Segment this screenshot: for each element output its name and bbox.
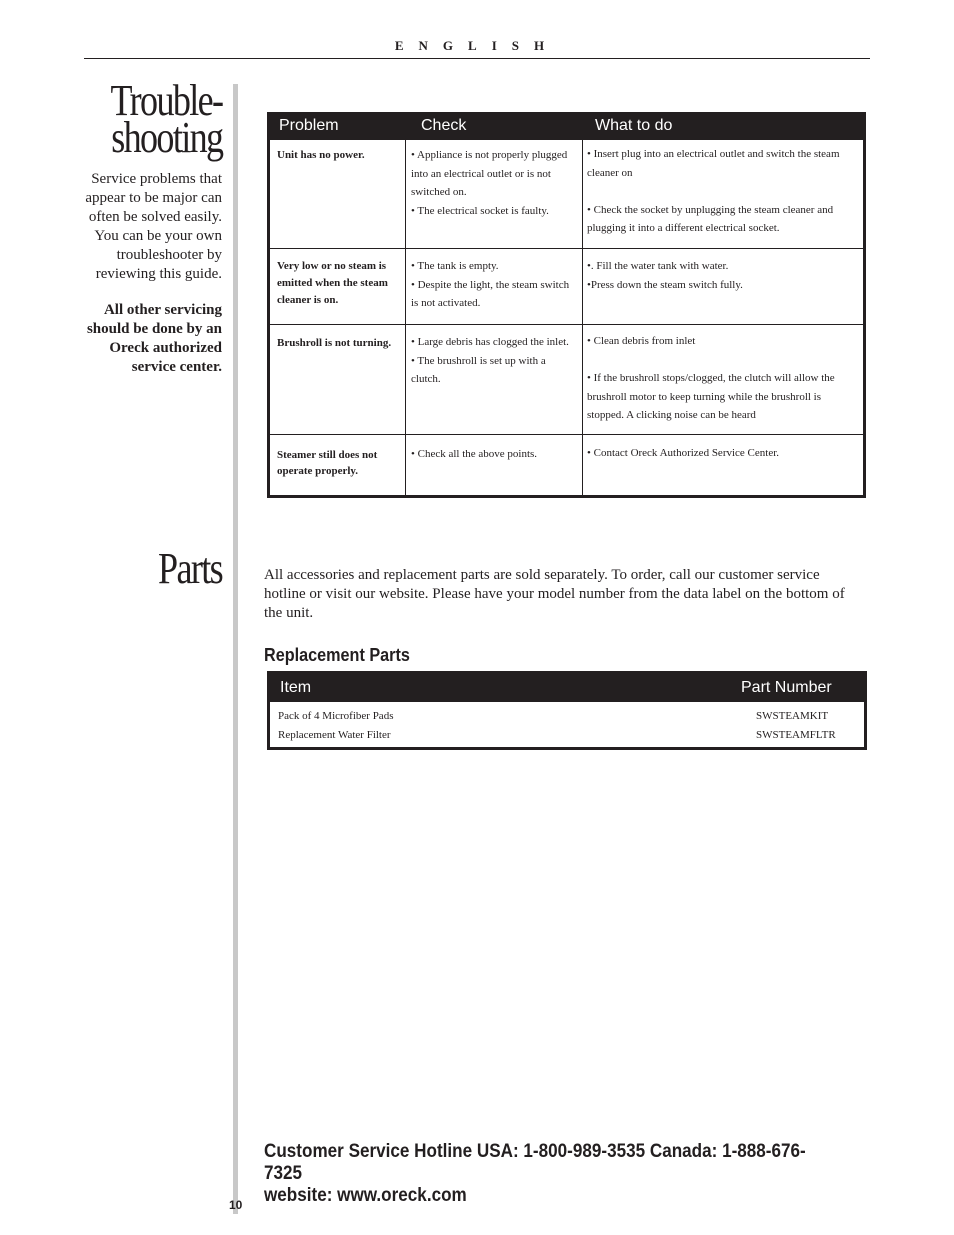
item-name: Pack of 4 Microfiber Pads <box>278 710 394 722</box>
table-row <box>270 140 863 249</box>
table-row <box>278 729 858 741</box>
parts-table-header <box>270 674 864 702</box>
parts-table <box>267 671 867 750</box>
todo-cell <box>582 435 863 495</box>
problem-cell: Steamer still does not operate properly. <box>277 449 378 477</box>
part-number: SWSTEAMKIT <box>756 710 829 722</box>
todo-item: • Contact Oreck Authorized Service Center. <box>587 447 780 459</box>
top-rule <box>84 58 870 59</box>
item-name: Replacement Water Filter <box>278 729 391 741</box>
column-what-to-do: What to do <box>595 117 673 134</box>
problem-cell: Very low or no steam is emitted when the steam cleaner is on. <box>277 260 388 306</box>
website-link[interactable]: website: www.oreck.com <box>264 1185 467 1206</box>
check-cell <box>405 435 582 495</box>
parts-title: Parts <box>158 544 222 593</box>
table-row <box>278 710 858 722</box>
column-problem: Problem <box>279 117 339 134</box>
troubleshooting-table <box>267 112 866 498</box>
todo-item: • Clean debris from inlet <box>587 335 696 347</box>
check-item: • Large debris has clogged the inlet. <box>411 336 569 348</box>
parts-intro: All accessories and replacement parts are sold separately. To order, call our customer service hotline or visit our website. Please have your model number from the data label on the bottom of the unit. <box>264 567 845 621</box>
column-item: Item <box>280 679 312 696</box>
todo-item: • If the brushroll stops/clogged, the clutch will allow the brushroll motor to keep turning while the brushroll is stopped. A clicking noise can be heard <box>587 372 835 422</box>
todo-item: • Check the socket by unplugging the steam cleaner and plugging it into a different electrical socket. <box>587 203 834 235</box>
check-item: • The tank is empty. <box>411 260 499 272</box>
title-line-2: shooting <box>110 113 222 162</box>
check-item: • Check all the above points. <box>411 448 538 460</box>
title-line-1: Trouble- <box>110 76 222 125</box>
problem-cell: Unit has no power. <box>277 149 365 161</box>
margin-rule <box>233 84 238 1214</box>
check-cell <box>405 249 582 324</box>
table-row <box>270 325 863 435</box>
check-cell <box>405 325 582 434</box>
todo-cell <box>582 325 863 434</box>
troubleshooting-intro: Service problems that appear to be major can often be solved easily. You can be your own troubleshooter by reviewing this guide. <box>85 171 222 282</box>
replacement-parts-heading: Replacement Parts <box>264 645 410 665</box>
page-number: 10 <box>229 1198 243 1212</box>
check-item: • The electrical socket is faulty. <box>411 204 549 217</box>
table-row <box>270 435 863 495</box>
todo-cell <box>582 140 863 248</box>
check-item: • Despite the light, the steam switch is not activated. <box>411 278 570 310</box>
part-number: SWSTEAMFLTR <box>756 729 836 741</box>
check-item: • Appliance is not properly plugged into an electrical outlet or is not switched on. <box>411 149 568 199</box>
hotline-numbers: Customer Service Hotline USA: 1-800-989-3535 Canada: 1-888-676-7325 <box>264 1141 806 1184</box>
table-row <box>270 249 863 325</box>
todo-cell <box>582 249 863 324</box>
problem-cell: Brushroll is not turning. <box>277 337 392 349</box>
todo-item: •. Fill the water tank with water. <box>587 260 729 272</box>
todo-item: • Insert plug into an electrical outlet and switch the steam cleaner on <box>587 148 840 179</box>
check-item: • The brushroll is set up with a clutch. <box>411 354 546 386</box>
troubleshooting-title <box>110 76 222 162</box>
language-header: ENGLISH <box>394 38 560 53</box>
customer-service-hotline <box>264 1141 822 1207</box>
servicing-note: All other servicing should be done by an Oreck authorized service center. <box>86 302 222 375</box>
check-cell <box>405 140 582 248</box>
column-part-number: Part Number <box>741 679 832 696</box>
todo-item: •Press down the steam switch fully. <box>587 278 743 291</box>
column-check: Check <box>421 117 467 134</box>
